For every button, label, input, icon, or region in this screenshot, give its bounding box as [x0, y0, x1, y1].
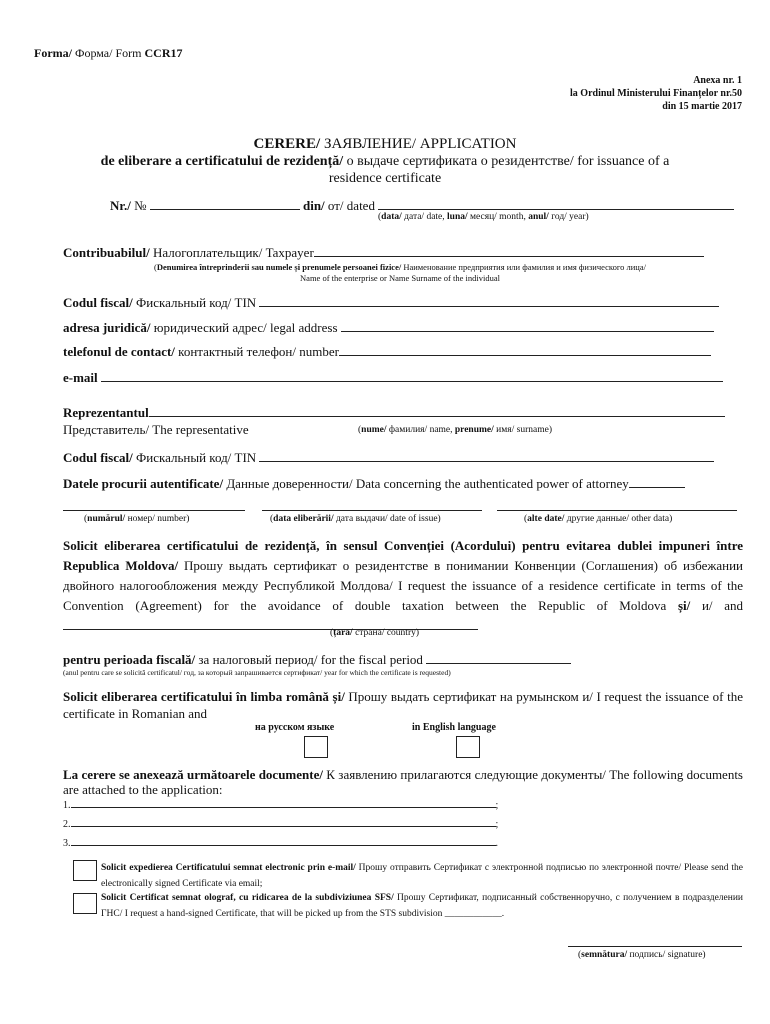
electronic-delivery-checkbox[interactable] [73, 860, 97, 881]
representative-label: Представитель/ The representative [63, 422, 249, 437]
form-code: CCR17 [144, 46, 183, 60]
russian-language-label: на русском языке [255, 722, 335, 733]
document-item-3: 3. . [63, 838, 498, 849]
page-title: CERERE/ ЗАЯВЛЕНИЕ/ APPLICATION [253, 136, 517, 152]
email-line: e-mail [63, 370, 723, 386]
legal-address-field[interactable] [341, 321, 714, 332]
fiscal-period-hint: (anul pentru care se solicită certificatul/ год, за который запрашивается сертификат/ year for which the certificate is requested) [63, 668, 451, 677]
form-label-bold: Forma/ [34, 46, 72, 60]
annex-block [570, 74, 742, 113]
attorney-issue-hint: (data eliberării/ дата выдачи/ date of issue) [270, 514, 441, 524]
email-field[interactable] [101, 371, 723, 382]
language-paragraph: Solicit eliberarea certificatului în limba română și/ Прошу выдать сертификат на румынском и/ I request the issuance of the certificate in Romanian and [63, 689, 743, 721]
power-of-attorney-field[interactable] [629, 477, 685, 488]
fiscal-code-field[interactable] [259, 296, 719, 307]
country-hint: (țara/ страна/ country) [330, 628, 420, 638]
handsigned-pickup-text: Solicit Certificat semnat olograf, cu ridicarea de la subdiviziunea SFS/ Прошу Сертификат, подписанный собственноручно, с получением в подразделении ГНС/ I request a hand-signed Certificate, that will be picked up from the STS subdivision ____________. [101, 893, 743, 919]
russian-language-checkbox[interactable] [304, 736, 328, 758]
document-3-field[interactable] [71, 837, 496, 846]
annex-line-3: din 15 martie 2017 [662, 101, 742, 112]
rep-fiscal-code-field[interactable] [259, 451, 714, 462]
representative-field[interactable] [149, 406, 725, 417]
fiscal-period-field[interactable] [426, 653, 571, 664]
fiscal-period-line: pentru perioada fiscală/ за налоговый период/ for the fiscal period [63, 652, 571, 668]
document-item-2: 2. ; [63, 819, 499, 830]
form-label [34, 46, 182, 61]
taxpayer-field[interactable] [314, 246, 704, 257]
date-field[interactable] [378, 199, 734, 210]
date-hint: (data/ дата/ date, luna/ месяц/ month, anul/ год/ year) [378, 212, 589, 222]
page-subtitle: de eliberare a certificatului de rezidență/ о выдаче сертификата о резидентстве/ for issuance of a residence certificate [100, 154, 670, 186]
document-item-1: 1. ; [63, 800, 499, 811]
taxpayer-line: Contribuabilul/ Налогоплательщик/ Taxpayer [63, 245, 704, 261]
power-of-attorney-line: Datele procurii autentificate/ Данные доверенности/ Data concerning the authenticated power of attorney [63, 476, 685, 492]
request-paragraph: Solicit eliberarea certificatului de rezidență, în sensul Convenției (Acordului) pentru evitarea dublei impuneri între Republica Moldova/ Прошу выдать сертификат о резидентстве в понимании Конвенции (Соглашения) об избежании двойного налогообложения между Республикой Молдова/ I request the issuance of a residence certificate in terms of the Convention (Agreement) for the avoidance of double taxation between the Republic of Moldova și/ и/ and [63, 536, 743, 636]
annex-line-2: la Ordinul Ministerului Finanțelor nr.50 [570, 88, 742, 99]
document-2-field[interactable] [71, 818, 496, 827]
english-language-label: in English language [412, 722, 496, 733]
attorney-issue-date-field[interactable] [262, 510, 482, 511]
document-1-field[interactable] [71, 799, 496, 808]
signature-hint: (semnătura/ подпись/ signature) [578, 950, 706, 960]
taxpayer-hint: (Denumirea întreprinderii sau numele și prenumele persoanei fizice/ Наименование предприятия или фамилия и имя физического лица/ Name of the enterprise or Name Surname of the individual [154, 262, 646, 283]
handsigned-pickup-checkbox[interactable] [73, 893, 97, 914]
attorney-other-data-field[interactable] [497, 510, 737, 511]
attorney-number-hint: (numărul/ номер/ number) [84, 514, 190, 524]
electronic-delivery-text: Solicit expedierea Certificatului semnat electronic prin e-mail/ Прошу отправить Сертификат с электронной подписью по электронной почте/ Please send the electronically signed Certificate via email; [101, 863, 744, 889]
signature-field[interactable] [568, 946, 742, 947]
english-language-checkbox[interactable] [456, 736, 480, 758]
representative-line: Reprezentantul [63, 405, 725, 421]
phone-field[interactable] [339, 345, 711, 356]
rep-fiscal-code-line: Codul fiscal/ Фискальный код/ TIN [63, 450, 714, 466]
annex-line-1: Anexa nr. 1 [693, 75, 742, 86]
documents-paragraph: La cerere se anexează următoarele documente/ К заявлению прилагаются следующие документы/ The following documents are attached to the application: [63, 767, 743, 797]
fiscal-code-line: Codul fiscal/ Фискальный код/ TIN [63, 295, 719, 311]
attorney-other-hint: (alte date/ другие данные/ other data) [524, 514, 673, 524]
legal-address-line: adresa juridică/ юридический адрес/ legal address [63, 320, 714, 336]
phone-line: telefonul de contact/ контактный телефон/ number [63, 344, 711, 360]
attorney-number-field[interactable] [63, 510, 245, 511]
form-label-text: Форма/ Form [72, 46, 145, 60]
number-line: Nr./ № din/ от/ dated [110, 198, 734, 214]
number-field[interactable] [150, 199, 300, 210]
representative-hint: (nume/ фамилия/ name, prenume/ имя/ surname) [358, 425, 552, 435]
